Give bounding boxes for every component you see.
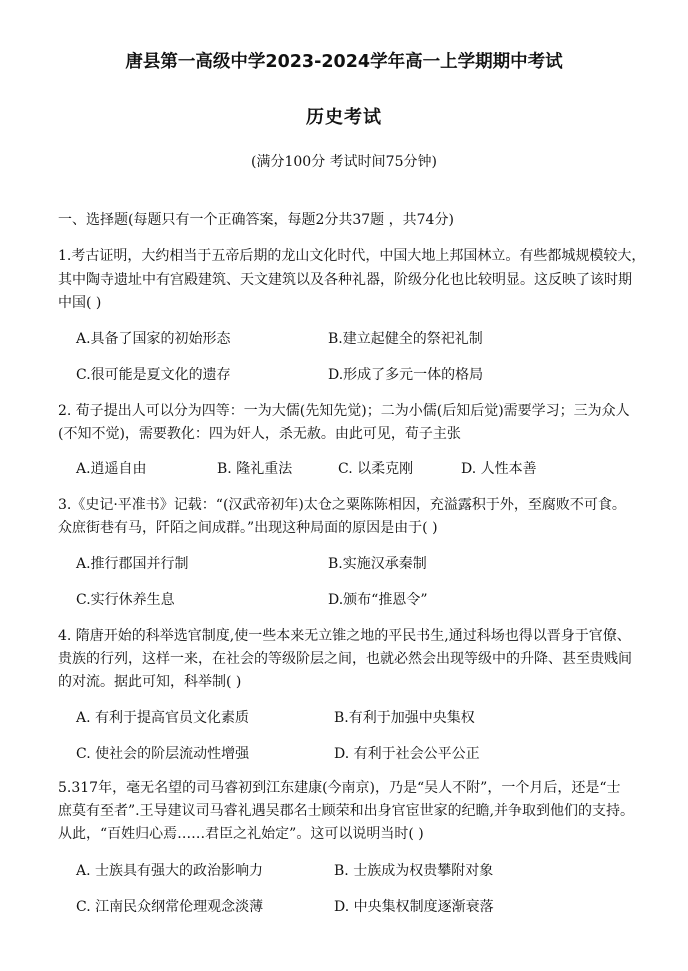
q4-line-2: 贵族的行列，这样一来，在社会的等级阶层之间，也就必然会出现等级中的升降、甚至贵贱间 [58,651,632,667]
q5-line-3: 从此，“百姓归心焉……君臣之礼始定”。这可以说明当时( ) [58,826,424,842]
q3-option-d: D.颁布“推恩令” [328,592,428,608]
q2-option-d: D. 人性本善 [461,461,537,477]
q3-line-1: 3.《史记·平准书》记载：“(汉武帝初年)太仓之粟陈陈相因，充溢露积于外，至腐败不可食。 [58,497,626,513]
exam-info: (满分100分 考试时间75分钟) [251,154,437,170]
q1-line-3: 中国( ) [58,295,102,311]
q1-option-a: A.具备了国家的初始形态 [76,331,231,347]
q1-option-d: D.形成了多元一体的格局 [328,367,484,383]
subject-title: 历史考试 [306,107,382,128]
q3-option-c: C.实行休养生息 [76,592,175,608]
q4-option-b: B.有利于加强中央集权 [334,710,475,726]
q1-line-2: 其中陶寺遗址中有宫殿建筑、天文建筑以及各种礼器，阶级分化也比较明显。这反映了该时期 [58,272,632,288]
q4-line-1: 4. 隋唐开始的科举选官制度,使一些本来无立锥之地的平民书生,通过科场也得以晋身于官僚、 [58,628,631,644]
section-heading: 一、选择题(每题只有一个正确答案，每题2分共37题 ，共74分) [58,212,454,228]
q5-option-d: D. 中央集权制度逐渐衰落 [334,899,494,915]
q3-option-b: B.实施汉承秦制 [328,556,427,572]
q2-option-b: B. 隆礼重法 [217,461,293,477]
q1-option-c: C.很可能是夏文化的遗存 [76,367,231,383]
exam-title: 唐县第一高级中学2023-2024学年高一上学期期中考试 [125,52,563,72]
q3-line-2: 众庶街巷有马，阡陌之间成群。”出现这种局面的原因是由于( ) [58,520,438,536]
q2-line-1: 2. 荀子提出人可以分为四等：一为大儒(先知先觉)；二为小儒(后知后觉)需要学习；三为众人 [58,403,630,419]
q5-option-b: B. 士族成为权贵攀附对象 [334,863,494,879]
q5-line-2: 庶莫有至者”.王导建议司马睿礼遇吴郡名士顾荣和出身官宦世家的纪瞻,并争取到他们的支持。 [58,803,635,819]
q2-option-c: C. 以柔克刚 [338,461,414,477]
q1-line-1: 1.考古证明，大约相当于五帝后期的龙山文化时代，中国大地上邦国林立。有些都城规模较大， [58,248,646,264]
q1-option-b: B.建立起健全的祭祀礼制 [328,331,483,347]
q3-option-a: A.推行郡国并行制 [76,556,189,572]
q5-line-1: 5.317年，毫无名望的司马睿初到江东建康(今南京)，乃是“吴人不附”，一个月后，还是“士 [58,780,621,796]
q2-option-a: A.逍遥自由 [76,461,147,477]
q4-line-3: 的对流。据此可知，科举制( ) [58,674,242,690]
q4-option-c: C. 使社会的阶层流动性增强 [76,746,250,762]
q2-line-2: (不知不觉)，需要教化：四为奸人，杀无赦。由此可见，荀子主张 [58,426,461,442]
q4-option-d: D. 有利于社会公平公正 [334,746,480,762]
q4-option-a: A. 有利于提高官员文化素质 [76,710,250,726]
q5-option-c: C. 江南民众纲常伦理观念淡薄 [76,899,264,915]
q5-option-a: A. 士族具有强大的政治影响力 [76,863,264,879]
